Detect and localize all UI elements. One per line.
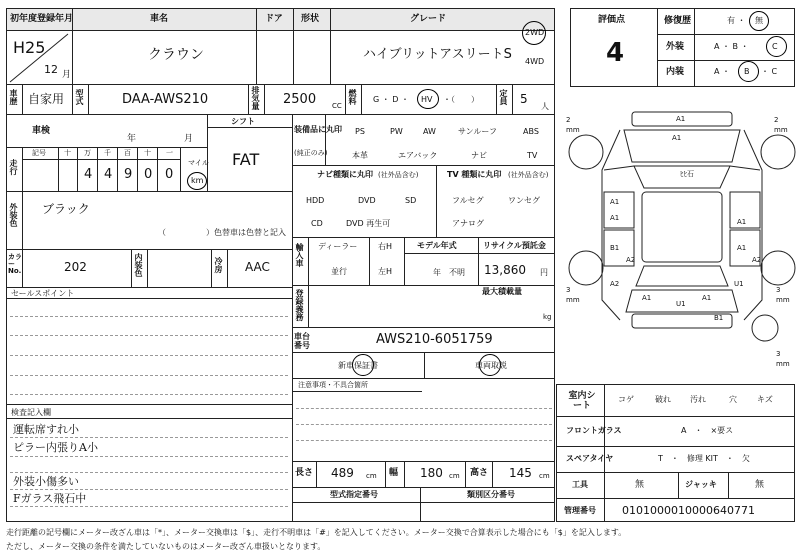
import-left-hand: 左H (378, 267, 393, 276)
model-year: 年 不明 (433, 268, 465, 277)
max-load-label: 最大積載量 (482, 287, 522, 296)
dmg-right-front-door: A1 (737, 218, 747, 226)
dmg-left-front-door-2: A1 (610, 214, 620, 222)
equip-tv: TV (527, 151, 538, 160)
disp-unit: CC (332, 102, 342, 110)
dmg-hood: A1 (672, 134, 682, 142)
dmg-left-front-door: A1 (610, 198, 620, 206)
management-no: 0101000010000640771 (622, 504, 755, 517)
height-unit: cm (539, 472, 550, 480)
exterior-grade: C (772, 42, 778, 51)
repair-history-label: 修復歴 (664, 16, 692, 26)
navi-sub: (社外品含む) (378, 171, 419, 179)
mileage-label: 走行 (9, 159, 18, 175)
mileage-digit-2: 4 (104, 167, 113, 182)
dmg-rear-bumper-right: B1 (714, 314, 724, 322)
car-name: クラウン (148, 47, 204, 63)
drive-2wd: 2WD (525, 28, 545, 37)
dmg-windshield: ﾋﾋ石 (680, 170, 694, 178)
seat-label: 室内シート (568, 391, 596, 411)
height-label: 高さ (470, 468, 489, 478)
digit-label-6: 一 (166, 149, 173, 157)
digit-label-4: 百 (124, 149, 131, 157)
digit-label-3: 千 (104, 149, 111, 157)
dmg-right-quarter: A2 (752, 256, 762, 264)
length-label: 長さ (295, 468, 314, 478)
month-unit: 月 (62, 70, 72, 80)
mile-label: マイル (188, 159, 209, 167)
equip-airbag: エアバック (398, 151, 438, 160)
spare-tire-no: 3 (776, 350, 781, 358)
ac-label: 冷房 (214, 257, 223, 273)
chassis-label: 車台番号 (294, 332, 310, 350)
dmg-trunk-left: A1 (642, 294, 652, 302)
length-value: 489 (331, 466, 354, 480)
navi-sd: SD (405, 196, 417, 205)
tire-rear-left-no: 3 (566, 286, 571, 294)
recycle-fee: 13,860 (484, 263, 526, 277)
navi-hdd: HDD (306, 196, 325, 205)
windshield-label: フロントガラス (566, 426, 622, 435)
overall-score: 4 (606, 38, 625, 68)
max-load-unit: kg (543, 313, 552, 321)
equip-pw: PW (390, 127, 403, 136)
tire-front-right-no: 2 (774, 116, 779, 124)
first-reg-month: 12 (44, 63, 58, 76)
seat-opt-hole: 穴 (729, 395, 737, 404)
dmg-right-rear: U1 (734, 280, 744, 288)
recycle-yen: 円 (540, 268, 548, 277)
equipment-label: 装備品に丸印 (294, 125, 342, 134)
windshield-options: A ・ ×要ス (681, 426, 734, 435)
management-no-label: 管理番号 (564, 506, 596, 515)
equipment-sub: (純正のみ) (294, 149, 328, 157)
displacement: 2500 (283, 92, 317, 107)
seat-opt-tear: 破れ (655, 395, 671, 404)
jack-value: 無 (755, 480, 765, 490)
color-no: 202 (64, 260, 87, 274)
fuel-options: G ・ D ・ (373, 95, 409, 104)
navi-dvd-play: DVD 再生可 (346, 219, 391, 228)
usage-label: 車歴 (9, 89, 18, 105)
repair-history-value: 無 (755, 16, 763, 25)
shift-value: FAT (232, 150, 260, 169)
capacity-label: 定員 (499, 89, 508, 105)
import-parallel: 並行 (331, 267, 347, 276)
capacity-unit: 人 (541, 102, 549, 111)
car-damage-diagram (562, 100, 798, 380)
tv-analog: アナログ (452, 219, 484, 228)
dmg-left-quarter: A2 (626, 256, 636, 264)
inspection-label: 車検 (32, 126, 51, 136)
fuel-other: ・（ ） (443, 95, 479, 104)
km-label: km (191, 176, 204, 185)
dmg-trunk: U1 (676, 300, 686, 308)
width-unit: cm (449, 472, 460, 480)
ac-value: AAC (245, 260, 270, 274)
note-2: ピラー内張りA小 (13, 441, 98, 454)
vehicle-manual: 車両取説 (475, 361, 507, 370)
tire-front-left-no: 2 (566, 116, 571, 124)
digit-label-1: 十 (64, 149, 71, 157)
length-unit: cm (366, 472, 377, 480)
import-dealer: ディーラー (318, 242, 358, 251)
seat-opt-stain: 汚れ (690, 395, 706, 404)
digit-label-2: 万 (84, 149, 91, 157)
width-label: 幅 (389, 468, 399, 478)
tv-fullseg: フルセグ (452, 196, 484, 205)
repair-history-options: 有 ・ (727, 16, 746, 25)
inspector-label: 検査記入欄 (11, 408, 51, 417)
color-no-label: カラーNo. (8, 253, 22, 275)
fuel-label: 燃料 (348, 89, 357, 105)
tire-rear-right-no: 3 (776, 286, 781, 294)
dmg-front-bumper: A1 (676, 115, 686, 123)
shape-label: 形状 (301, 14, 320, 24)
tv-oneseg: ワンセグ (508, 196, 540, 205)
equip-abs: ABS (523, 127, 539, 136)
exterior-options: A ・ B ・ (714, 42, 749, 51)
dmg-right-rear-door: A1 (737, 244, 747, 252)
footer-note-1: 走行距離の記号欄にメーター改ざん車は「*」、メーター交換車は「$」、走行不明車は「#」を記入してください。メーター交換で合算表示した場合にも「$」を記入します。 (6, 528, 627, 537)
color-label: 外装色 (9, 203, 18, 227)
navi-cd: CD (311, 219, 323, 228)
class-number-label: 類別区分番号 (467, 490, 515, 499)
footer-note-2: ただし、メーター交換の条件を満たしていないものはメーター改ざん車扱いとなります。 (6, 542, 326, 551)
interior-label: 内装 (666, 67, 685, 77)
jack-label: ジャッキ (685, 480, 717, 489)
dmg-trunk-right: A1 (702, 294, 712, 302)
tire-front-right-unit: mm (774, 126, 788, 134)
first-reg-year: H25 (13, 38, 46, 57)
import-label: 輸入車 (295, 243, 304, 267)
spare-tire-label: スペアタイヤ (566, 454, 614, 463)
tools-label: 工具 (572, 480, 588, 489)
grade: ハイブリットアスリートS (363, 47, 512, 62)
color-change-note: （ ）色替車は色替と記入 (158, 228, 286, 237)
mileage-digit-3: 9 (124, 167, 133, 182)
mark-label: 記号 (32, 149, 46, 157)
note-4: Fガラス飛石中 (13, 492, 87, 505)
interior-options: A ・ (714, 67, 731, 76)
interior-color-label: 内装色 (134, 253, 143, 277)
spare-tire-options: T ・ 修理 KIT ・ 欠 (658, 454, 750, 463)
inspection-month-unit: 月 (184, 134, 194, 144)
interior-grade: B (744, 67, 750, 76)
equip-sunroof: サンルーフ (458, 127, 497, 136)
interior-options-rest: ・ C (761, 67, 778, 76)
spare-tire-unit: mm (776, 360, 790, 368)
new-car-warranty: 新車保証書 (338, 361, 378, 370)
door-label: ドア (265, 14, 283, 24)
tire-front-left-unit: mm (566, 126, 580, 134)
dmg-left-rear-door: B1 (610, 244, 620, 252)
digit-label-5: 十 (144, 149, 151, 157)
disp-label: 排気量 (251, 86, 260, 110)
tire-rear-right-unit: mm (776, 296, 790, 304)
grade-label: グレード (410, 14, 447, 24)
tools-value: 無 (635, 480, 645, 490)
equip-ps: PS (355, 127, 365, 136)
drive-4wd: 4WD (525, 57, 545, 66)
model: DAA-AWS210 (122, 92, 209, 107)
type-designation-label: 型式指定番号 (330, 490, 378, 499)
usage: 自家用 (28, 92, 65, 106)
seat-opt-scratch: キズ (757, 395, 773, 404)
model-year-label: モデル年式 (417, 241, 457, 250)
inspection-year-unit: 年 (127, 134, 137, 144)
tire-rear-left-unit: mm (566, 296, 580, 304)
note-3: 外装小傷多い (13, 475, 79, 488)
exterior-color: ブラック (42, 202, 90, 216)
seat-opt-burn: コゲ (618, 395, 634, 404)
capacity: 5 (520, 92, 528, 106)
year-label: 初年度登録年月 (10, 14, 74, 24)
equip-leather: 本革 (352, 151, 368, 160)
chassis-number: AWS210-6051759 (376, 332, 493, 347)
height-value: 145 (509, 466, 532, 480)
width-value: 180 (420, 466, 443, 480)
recycle-label: リサイクル預託金 (483, 241, 546, 250)
mileage-digit-1: 4 (84, 167, 93, 182)
equip-aw: AW (423, 127, 436, 136)
shift-label: シフト (231, 117, 255, 126)
mileage-digit-5: 0 (165, 167, 174, 182)
fuel-hv: HV (421, 95, 433, 104)
import-right-hand: 右H (378, 242, 393, 251)
navi-label: ナビ種類に丸印 (317, 170, 373, 179)
model-label: 型式 (75, 89, 84, 105)
caution-label: 注意事項・不具合箇所 (298, 381, 368, 389)
sales-point-label: セールスポイント (11, 289, 75, 298)
equip-navi: ナビ (471, 151, 487, 160)
tv-label: TV 種類に丸印 (447, 170, 502, 179)
navi-dvd: DVD (358, 196, 376, 205)
car-name-label: 車名 (150, 14, 169, 24)
mileage-digit-4: 0 (144, 167, 153, 182)
note-1: 運転席すれ小 (13, 423, 79, 436)
exterior-label: 外装 (666, 42, 685, 52)
score-label: 評価点 (598, 15, 626, 25)
dmg-left-rear: A2 (610, 280, 620, 288)
tv-sub: (社外品含む) (508, 171, 549, 179)
reg-label: 登録義務 (295, 289, 304, 321)
